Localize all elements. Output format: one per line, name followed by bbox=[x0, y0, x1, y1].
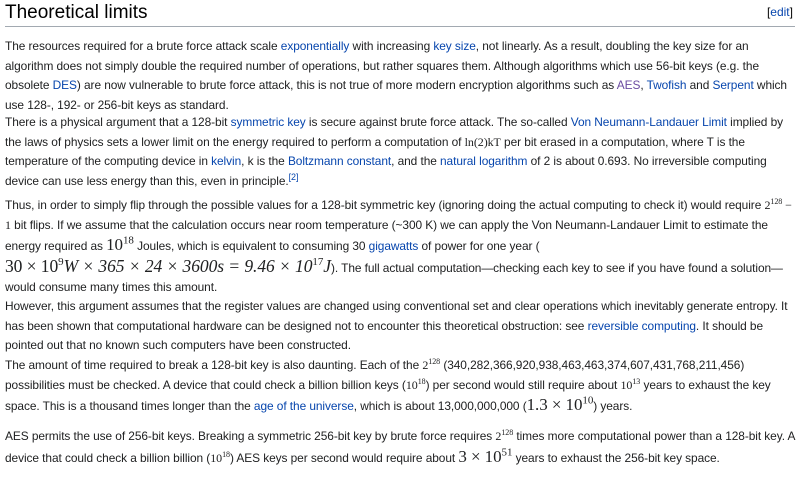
formula-ln2kt: ln(2)kT bbox=[464, 134, 501, 149]
formula-10-18: $10^{18}$ bbox=[405, 376, 426, 392]
link-key-size[interactable]: key size bbox=[433, 39, 476, 53]
paragraph-physical-argument: There is a physical argument that a 128-bit symmetric key is secure against brute force attack. The so-called Von Neumann-Landauer Limit implied by the laws of physics sets a lower limit on the energy required to perform a computation of ln(2)kT per bit erased in a computation, where T is the temperature of the computing device in kelvin, k is the Boltzmann constant, and the natural logarithm of 2 is about 0.693. No irreversible computing device can use less energy than this, even in principle.[2] bbox=[5, 115, 783, 188]
link-symmetric-key[interactable]: symmetric key bbox=[230, 115, 306, 129]
link-age-of-the-universe[interactable]: age of the universe bbox=[253, 399, 354, 413]
link-aes[interactable]: AES bbox=[616, 78, 641, 92]
edit-section: [edit] bbox=[766, 5, 793, 19]
formula-3-times-10-51: $3 \times 10^{51}$ bbox=[458, 445, 513, 466]
formula-10-18: $10^{18}$ bbox=[210, 449, 230, 465]
link-des[interactable]: DES bbox=[52, 78, 77, 92]
section-heading bbox=[5, 0, 795, 27]
link-von-neumann-landauer-limit[interactable]: Von Neumann-Landauer Limit bbox=[570, 115, 727, 129]
reference-2[interactable]: [2] bbox=[288, 171, 299, 182]
formula-2-128: $2^{128}$ bbox=[495, 428, 514, 443]
paragraph-energy-estimate: Thus, in order to simply flip through the possible values for a 128-bit symmetric key (ignoring doing the actual computing to check it) would require $2^{128} - 1$ bit flips. If we assume that the calculation occurs near room temperature (~300 K) we can apply the Von Neumann-Landauer Limit to estimate the energy required as $10^{18}$ Joules, which is equivalent to consuming 30 gigawatts of power for one year ( $30 \times 10^9W \times 365 \times 24 \times 3600s = 9.46 \times 10^{17}J$). The full actual computation—checking each key to see if you have found a solution—would consume many times this amount. bbox=[5, 197, 792, 294]
formula-10-13: $10^{13}$ bbox=[620, 376, 641, 392]
formula-1-3-times-10-10: $1.3 \times 10^{10}$ bbox=[526, 394, 594, 414]
paragraph-aes-256: AES permits the use of 256-bit keys. Breaking a symmetric 256-bit key by brute force requires $2^{128}$ times more computational power than a 128-bit key. A device that could check a billion billion $(10^{18})$ AES keys per second would require about $3 \times 10^{51}$ years to exhaust the 256-bit key space. bbox=[5, 428, 795, 466]
link-natural-logarithm[interactable]: natural logarithm bbox=[440, 154, 528, 168]
formula-2-128-minus-1: $2^{128} - 1$ bbox=[5, 197, 792, 232]
link-exponentially[interactable]: exponentially bbox=[280, 39, 350, 53]
link-serpent[interactable]: Serpent bbox=[712, 78, 754, 92]
paragraph-brute-force-scaling: The resources required for a brute force attack scale exponentially with increasing key size, not linearly. As a result, doubling the key size for an algorithm does not simply double the required number of operations, but rather squares them. Although algorithms which use 56-bit keys (e.g. the obsolete DES) are now vulnerable to brute force attack, this is not true of more modern encryption algorithms such as AES, Twofish and Serpent which use 128-, 192- or 256-bit keys as standard. bbox=[5, 39, 787, 112]
link-twofish[interactable]: Twofish bbox=[646, 78, 687, 92]
paragraph-reversible-computing: However, this argument assumes that the register values are changed using conventional set and clear operations which inevitably generate entropy. It has been shown that computational hardware can be designed not to encounter this theoretical obstruction: see reversible computing. It should be pointed out that no known such computers have been constructed. bbox=[5, 299, 788, 352]
formula-energy-calculation: $30 \times 10^9W \times 365 \times 24 \times 3600s = 9.46 \times 10^{17}J$ bbox=[5, 255, 331, 276]
formula-2-128: $2^{128}$ bbox=[422, 357, 441, 372]
link-reversible-computing[interactable]: reversible computing bbox=[587, 318, 696, 333]
link-kelvin[interactable]: kelvin bbox=[211, 154, 242, 168]
formula-10-18: $10^{18}$ bbox=[106, 234, 134, 254]
paragraph-time-required: The amount of time required to break a 128-bit key is also daunting. Each of the $2^{128}$ (340,282,366,920,938,463,463,374,607,431,768,211,456) possibilities must be checked. A device that could check a billion billion keys $(10^{18})$ per second would still require about $10^{13}$ years to exhaust the key space. This is a thousand times longer than the age of the universe, which is about 13,000,000,000 $(1.3 \times 10^{10})$ years. bbox=[5, 357, 771, 414]
section-title: Theoretical limits bbox=[5, 2, 148, 23]
link-gigawatts[interactable]: gigawatts bbox=[368, 239, 419, 253]
link-boltzmann-constant[interactable]: Boltzmann constant bbox=[287, 154, 392, 168]
edit-link[interactable]: edit bbox=[770, 5, 790, 19]
